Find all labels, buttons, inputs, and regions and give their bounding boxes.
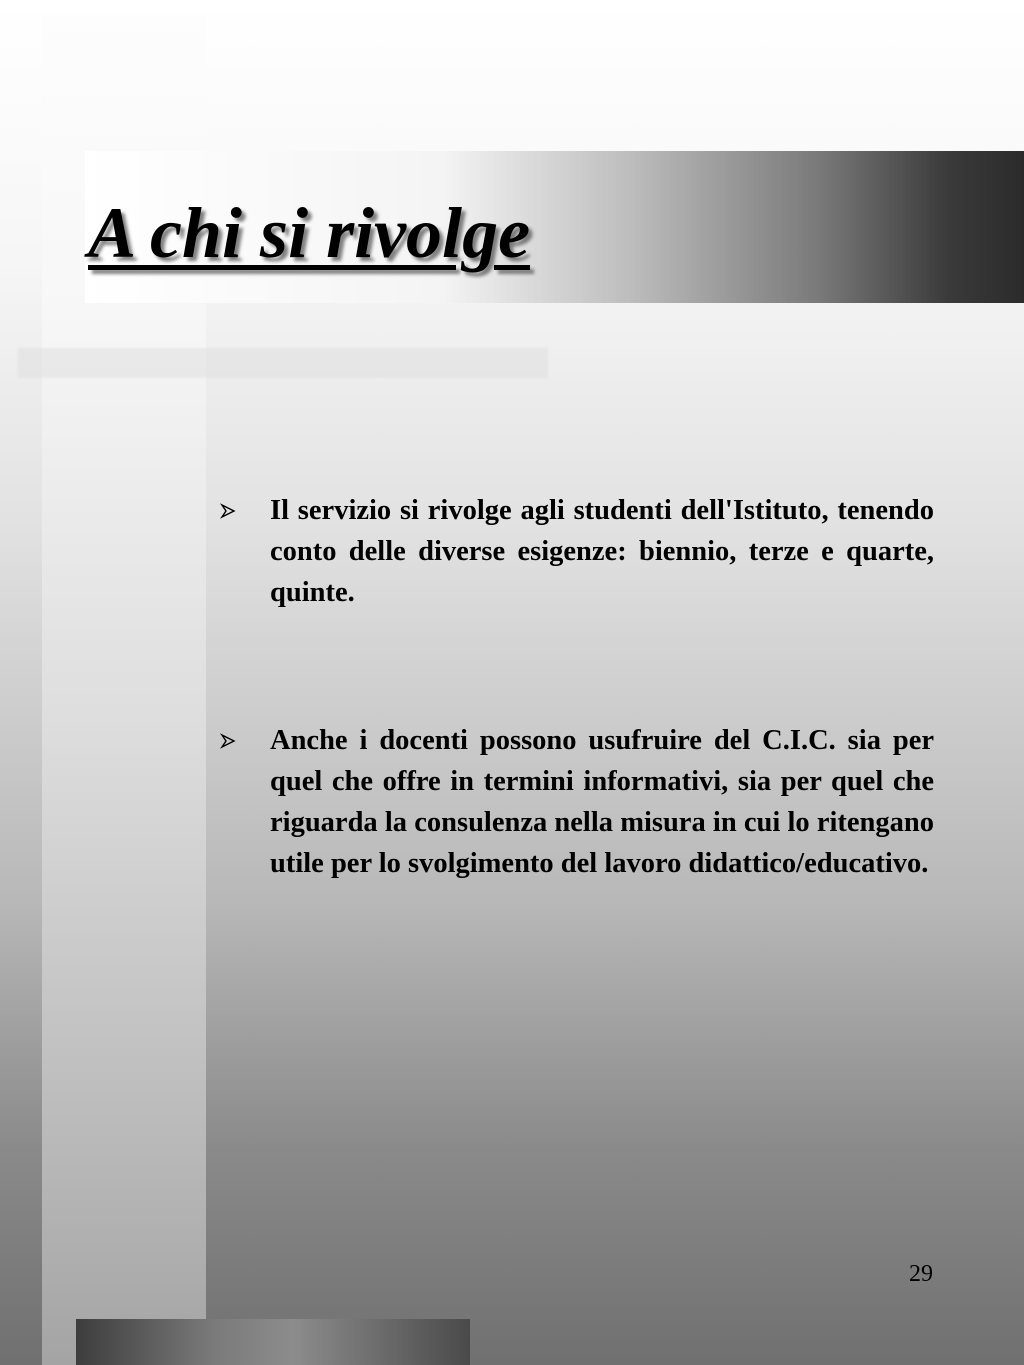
bottom-decorative-bar (76, 1319, 470, 1365)
bullet-list (220, 490, 934, 884)
arrowhead-bullet-icon (220, 733, 236, 749)
bullet-text: Il servizio si rivolge agli studenti dell'Istituto, tenendo conto delle diverse esigenze: biennio, terze e quarte, quinte. (270, 495, 934, 608)
bullet-text: Anche i docenti possono usufruire del C.I.C. sia per quel che offre in termini informativi, sia per quel che riguarda la consulenza nella misura in cui lo ritengano utile per lo svolgimento del lavoro didattico/educativo. (270, 725, 934, 879)
decorative-shadow-bar (18, 348, 548, 378)
bullet-item (220, 490, 934, 613)
page-number: 29 (909, 1261, 933, 1287)
slide-title: A chi si rivolge (88, 193, 531, 273)
bullet-item (220, 720, 934, 884)
arrowhead-bullet-icon (220, 503, 236, 519)
